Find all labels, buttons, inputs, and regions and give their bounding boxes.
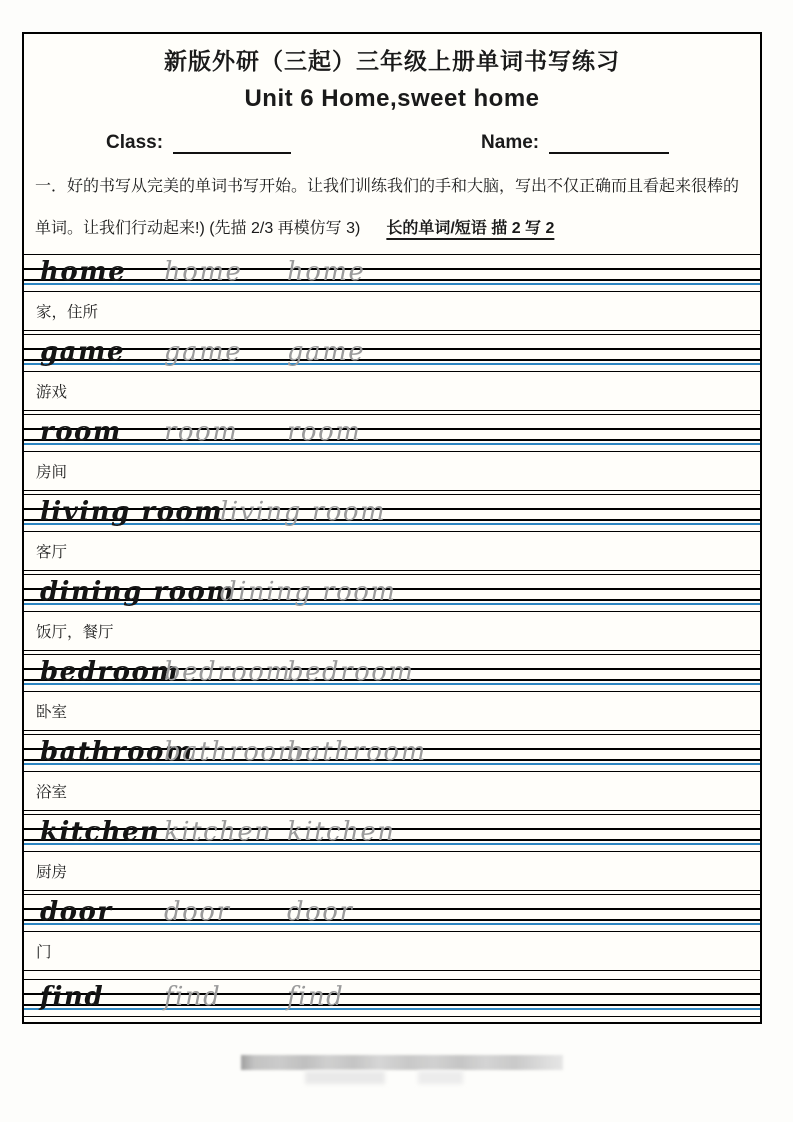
four-line-writing-grid bbox=[24, 254, 760, 292]
grid-blue-baseline bbox=[24, 283, 760, 285]
four-line-writing-grid bbox=[24, 734, 760, 772]
word-model: bathroom bbox=[40, 737, 194, 767]
grid-baseline bbox=[24, 439, 760, 441]
grid-mid-line bbox=[24, 268, 760, 270]
word-meaning: 游戏 bbox=[24, 372, 760, 411]
grid-baseline bbox=[24, 919, 760, 921]
word-meaning: 房间 bbox=[24, 452, 760, 491]
class-label: Class: bbox=[106, 132, 164, 153]
four-line-writing-grid bbox=[24, 814, 760, 852]
grid-baseline bbox=[24, 1004, 760, 1006]
blurred-watermark-fragment bbox=[418, 1071, 463, 1084]
word-trace-copy: kitchen bbox=[164, 817, 273, 847]
word-model: dining room bbox=[40, 577, 236, 607]
word-trace-copy: door bbox=[164, 897, 231, 927]
word-meaning: 浴室 bbox=[24, 772, 760, 811]
four-line-writing-grid bbox=[24, 494, 760, 532]
word-trace-copy: home bbox=[287, 257, 366, 287]
word-trace-copy: room bbox=[164, 417, 239, 447]
word-practice-block bbox=[24, 334, 760, 411]
word-model: living room bbox=[40, 497, 224, 527]
word-practice-block bbox=[24, 574, 760, 651]
page-title: 新版外研（三起）三年级上册单词书写练习 bbox=[164, 48, 620, 74]
class-blank-line bbox=[173, 132, 291, 154]
word-practice-block bbox=[24, 814, 760, 891]
word-model: door bbox=[40, 897, 113, 927]
word-model: home bbox=[40, 257, 127, 287]
word-meaning: 门 bbox=[24, 932, 760, 971]
grid-blue-baseline bbox=[24, 1008, 760, 1010]
word-list bbox=[24, 254, 760, 1017]
word-trace-copy: kitchen bbox=[287, 817, 396, 847]
word-model: kitchen bbox=[40, 817, 161, 847]
word-trace-copy: dining room bbox=[220, 577, 397, 607]
word-trace-copy: home bbox=[164, 257, 243, 287]
word-trace-copy: bathroom bbox=[287, 737, 427, 767]
grid-baseline bbox=[24, 279, 760, 281]
blurred-watermark bbox=[241, 1055, 563, 1070]
four-line-writing-grid bbox=[24, 334, 760, 372]
unit-title: Unit 6 Home,sweet home bbox=[244, 85, 540, 112]
word-practice-block bbox=[24, 734, 760, 811]
instruction-line-1: 一．好的书写从完美的单词书写开始。让我们训练我们的手和大脑，写出不仅正确而且看起来很棒的 bbox=[35, 178, 740, 195]
word-practice-block bbox=[24, 894, 760, 971]
name-blank-line bbox=[549, 132, 669, 154]
word-practice-block bbox=[24, 254, 760, 331]
word-trace-copy: bedroom bbox=[164, 657, 292, 687]
word-model: find bbox=[40, 982, 105, 1012]
grid-blue-baseline bbox=[24, 443, 760, 445]
word-trace-copy: room bbox=[287, 417, 362, 447]
word-trace-copy: game bbox=[164, 337, 243, 367]
word-practice-block bbox=[24, 654, 760, 731]
word-meaning: 家，住所 bbox=[24, 292, 760, 331]
name-label: Name: bbox=[481, 132, 540, 153]
grid-blue-baseline bbox=[24, 363, 760, 365]
blurred-watermark-fragment bbox=[305, 1071, 385, 1084]
word-practice-block bbox=[24, 414, 760, 491]
word-trace-copy: game bbox=[287, 337, 366, 367]
four-line-writing-grid bbox=[24, 979, 760, 1017]
instruction-line-2-text: 单词。让我们行动起来!) (先描 2/3 再模仿写 3) bbox=[35, 220, 361, 237]
word-model: bedroom bbox=[40, 657, 180, 687]
grid-mid-line bbox=[24, 908, 760, 910]
word-model: game bbox=[40, 337, 126, 367]
word-trace-copy: bathroom bbox=[164, 737, 304, 767]
word-meaning: 厨房 bbox=[24, 852, 760, 891]
word-trace-copy: door bbox=[287, 897, 354, 927]
grid-mid-line bbox=[24, 428, 760, 430]
word-meaning: 客厅 bbox=[24, 532, 760, 571]
class-field bbox=[106, 132, 291, 154]
word-practice-block bbox=[24, 979, 760, 1017]
word-model: room bbox=[40, 417, 122, 447]
grid-mid-line bbox=[24, 993, 760, 995]
four-line-writing-grid bbox=[24, 894, 760, 932]
instruction-underlined-note: 长的单词/短语 描 2 写 2 bbox=[386, 220, 555, 237]
grid-baseline bbox=[24, 359, 760, 361]
word-trace-copy: find bbox=[164, 982, 222, 1012]
name-field bbox=[481, 132, 669, 154]
word-meaning: 卧室 bbox=[24, 692, 760, 731]
word-trace-copy: bedroom bbox=[287, 657, 415, 687]
worksheet-page bbox=[22, 32, 762, 1024]
four-line-writing-grid bbox=[24, 414, 760, 452]
instruction-line-2 bbox=[35, 208, 747, 250]
instructions bbox=[24, 166, 760, 250]
word-meaning: 饭厅，餐厅 bbox=[24, 612, 760, 651]
class-name-row bbox=[24, 128, 760, 154]
grid-blue-baseline bbox=[24, 923, 760, 925]
word-practice-block bbox=[24, 494, 760, 571]
word-trace-copy: living room bbox=[220, 497, 387, 527]
four-line-writing-grid bbox=[24, 654, 760, 692]
grid-mid-line bbox=[24, 348, 760, 350]
four-line-writing-grid bbox=[24, 574, 760, 612]
word-trace-copy: find bbox=[287, 982, 345, 1012]
